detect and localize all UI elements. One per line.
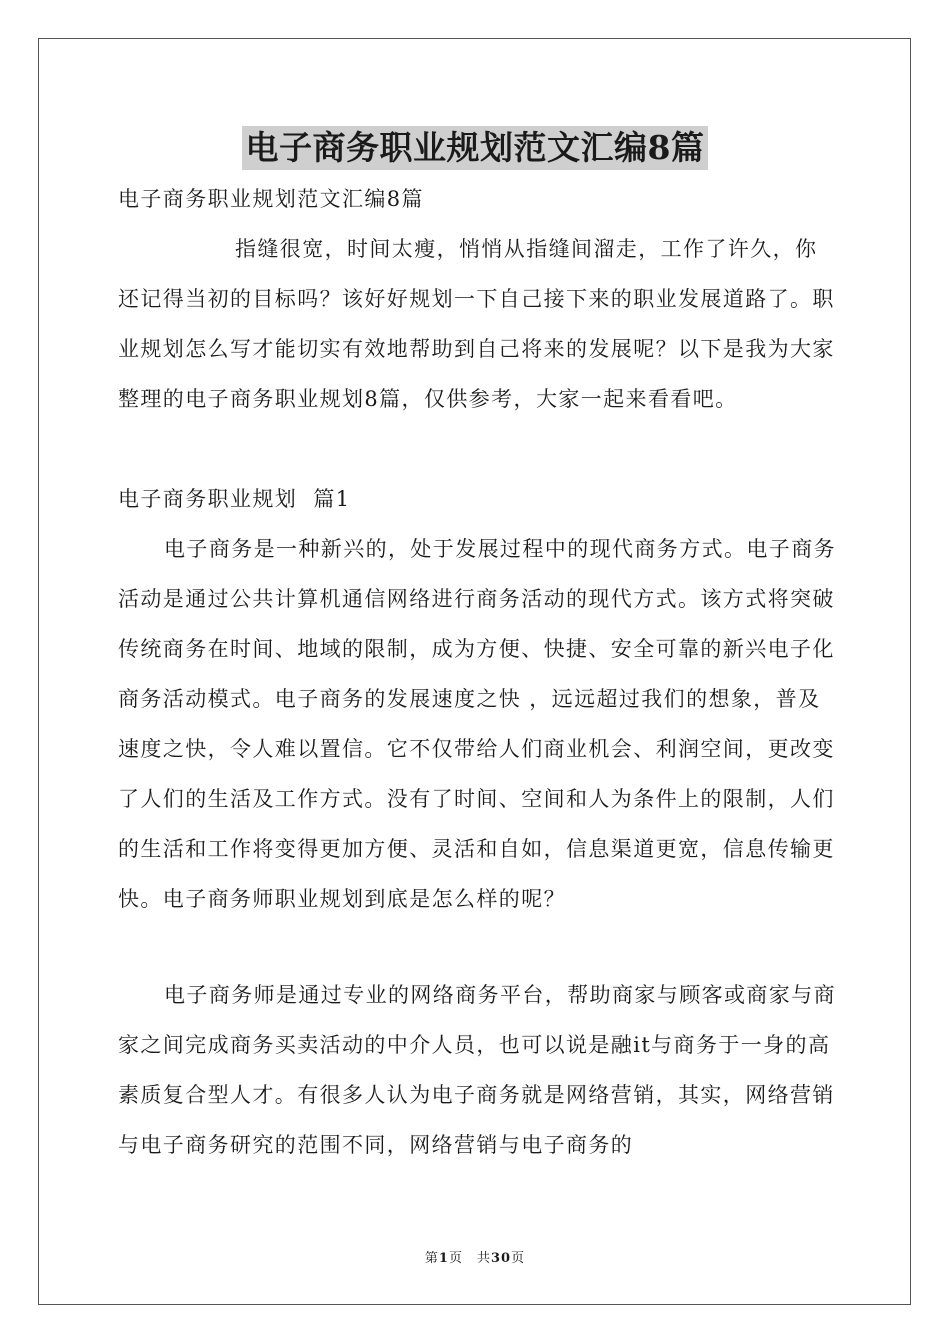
intro-paragraph: 指缝很宽，时间太瘦，悄悄从指缝间溜走，工作了许久，你还记得当初的目标吗？该好好规划一下自己接下来的职业发展道路了。职业规划怎么写才能切实有效地帮助到自己将来的发展呢？以下是我为大家整理的电子商务职业规划8篇，仅供参考，大家一起来看看吧。 — [118, 237, 835, 411]
body-paragraph-2: 电子商务师是通过专业的网络商务平台，帮助商家与顾客或商家与商家之间完成商务买卖活动的中介人员，也可以说是融it与商务于一身的高素质复合型人才。有很多人认为电子商务就是网络营销，其实，网络营销与电子商务研究的范围不同，网络营销与电子商务的 — [118, 983, 836, 1157]
footer-suffix: 页 — [511, 1251, 526, 1266]
title-container — [0, 126, 950, 170]
section-heading: 电子商务职业规划 篇1 — [118, 487, 351, 511]
document-subtitle: 电子商务职业规划范文汇编8篇 — [118, 187, 424, 211]
footer-mid: 页 共 — [448, 1251, 491, 1266]
document-title: 电子商务职业规划范文汇编8篇 — [242, 126, 709, 170]
page-total-number: 30 — [490, 1251, 512, 1266]
page-footer — [0, 1247, 950, 1266]
body-paragraph-1: 电子商务是一种新兴的，处于发展过程中的现代商务方式。电子商务活动是通过公共计算机通信网络进行商务活动的现代方式。该方式将突破传统商务在时间、地域的限制，成为方便、快捷、安全可靠的新兴电子化商务活动模式。电子商务的发展速度之快 ，远远超过我们的想象，普及速度之快，令人难以置信。它不仅带给人们商业机会、利润空间，更改变了人们的生活及工作方式。没有了时间、空间和人为条件上的限制，人们的生活和工作将变得更加方便、灵活和自如，信息渠道更宽，信息传输更快。电子商务师职业规划到底是怎么样的呢？ — [118, 537, 836, 911]
page-current-number: 1 — [438, 1251, 449, 1266]
footer-prefix: 第 — [424, 1251, 439, 1266]
